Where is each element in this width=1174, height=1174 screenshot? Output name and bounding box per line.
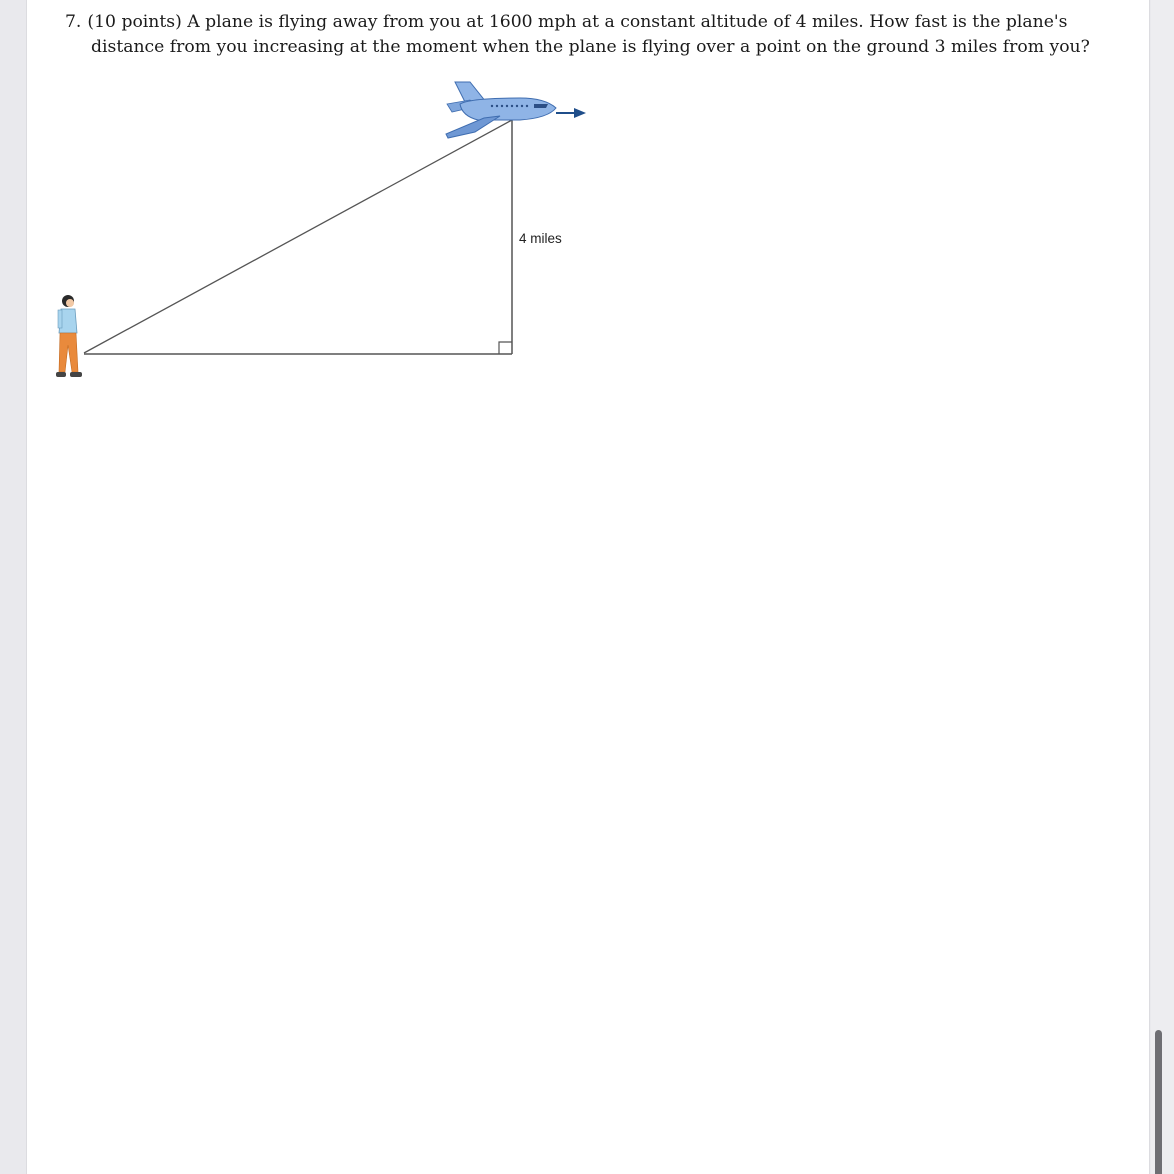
hypotenuse-line [84, 120, 512, 353]
problem-points: (10 points) [87, 12, 182, 32]
scrollbar-track[interactable] [1151, 0, 1174, 1174]
problem-line-2: distance from you increasing at the moment when the plane is flying over a point on the ground 3 miles from you? [91, 37, 1090, 57]
triangle-figure [0, 0, 1174, 420]
right-angle-marker [499, 342, 512, 354]
airplane-icon [446, 82, 556, 138]
problem-number: 7. [65, 12, 82, 32]
person-icon [56, 295, 82, 377]
direction-arrow-icon [556, 108, 586, 118]
scrollbar-thumb[interactable] [1155, 1030, 1162, 1174]
altitude-label: 4 miles [519, 231, 562, 246]
problem-line-1: A plane is flying away from you at 1600 mph at a constant altitude of 4 miles. How fast is the plane's [187, 12, 1068, 32]
